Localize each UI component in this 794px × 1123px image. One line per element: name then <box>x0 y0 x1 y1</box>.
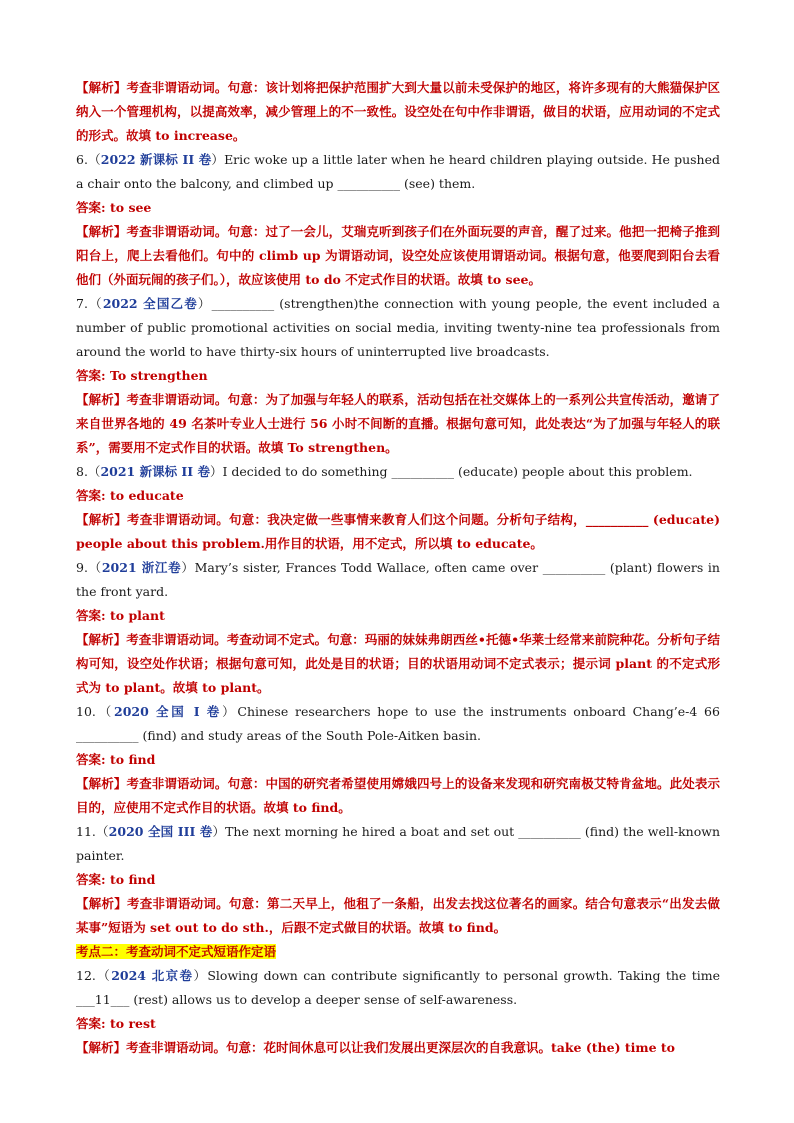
question-source-close: ） <box>193 968 208 983</box>
analysis-label: 【解析】 <box>76 224 127 239</box>
question-source-close: ） <box>222 704 238 719</box>
analysis-label: 【解析】 <box>76 512 127 527</box>
analysis-label: 【解析】 <box>76 80 127 95</box>
question-text: I decided to do something __________ (educate) people about this problem. <box>222 464 693 479</box>
answer-text: to see <box>105 200 152 215</box>
answer-6 <box>76 196 720 220</box>
answer-label: 答案: <box>76 608 106 623</box>
analysis-text: 考查非谓语动词。句意：第二天早上，他租了一条船，出发去找这位著名的画家。结合句意表示“出发去做某事”短语为 set out to do sth.，后跟不定式做目的状语。故填 to find。 <box>76 896 720 935</box>
analysis-6 <box>76 220 720 292</box>
answer-text: to plant <box>105 608 165 623</box>
question-text: Mary’s sister, Frances Todd Wallace, often came over __________ (plant) flowers in the front yard. <box>76 560 720 599</box>
question-source: 2021 新课标 II 卷 <box>100 464 210 479</box>
analysis-text: 考查非谓语动词。句意：花时间休息可以让我们发展出更深层次的自我意识。take (the) time to <box>126 1040 676 1055</box>
answer-7 <box>76 364 720 388</box>
question-source-close: ） <box>197 296 212 311</box>
question-number: 8.（ <box>76 464 101 479</box>
analysis-9 <box>76 628 720 700</box>
answer-label: 答案: <box>76 368 106 383</box>
answer-label: 答案: <box>76 488 106 503</box>
analysis-12 <box>76 1036 720 1060</box>
analysis-label: 【解析】 <box>76 896 127 911</box>
question-number: 9.（ <box>76 560 102 575</box>
question-source-close: ） <box>181 560 195 575</box>
question-number: 12.（ <box>76 968 112 983</box>
analysis-label: 【解析】 <box>76 1040 127 1055</box>
answer-label: 答案: <box>76 872 106 887</box>
analysis-text: 考查非谓语动词。句意：过了一会儿，艾瑞克听到孩子们在外面玩耍的声音，醒了过来。他把一把椅子推到阳台上，爬上去看他们。句中的 climb up 为谓语动词，设空处应该使用谓语动词。根据句意，他要爬到阳台去看他们（外面玩闹的孩子们。），故应该使用 to do 不定式作目的状语。故填 to see。 <box>76 224 720 287</box>
question-source: 2024 北京卷 <box>111 968 194 983</box>
question-text: Eric woke up a little later when he heard children playing outside. He pushed a chair onto the balcony, and climbed up __________ (see) them. <box>76 152 720 191</box>
question-source: 2021 浙江卷 <box>101 560 182 575</box>
question-number: 10.（ <box>76 704 114 719</box>
answer-text: to educate <box>105 488 184 503</box>
answer-text: to find <box>105 872 156 887</box>
answer-8 <box>76 484 720 508</box>
question-source: 2022 全国乙卷 <box>102 296 198 311</box>
question-number: 11.（ <box>76 824 109 839</box>
analysis-text: 考查非谓语动词。句意：中国的研究者希望使用嫦娥四号上的设备来发现和研究南极艾特肯盆地。此处表示目的，应使用不定式作目的状语。故填 to find。 <box>76 776 720 815</box>
analysis-text: 考查非谓语动词。句意：我决定做一些事情来教育人们这个问题。分析句子结构，__________ (educate) people about this problem.用作目的状语，用不定式，所以填 to educate。 <box>76 512 720 551</box>
answer-11 <box>76 868 720 892</box>
answer-10 <box>76 748 720 772</box>
top-analysis <box>76 76 720 148</box>
question-source: 2020 全国 I 卷 <box>114 704 223 719</box>
question-text: __________ (strengthen)the connection with young people, the event included a number of public promotional activities on social media, inviting twenty-nine tea professionals from around the world to have thirty-six hours of uninterrupted live broadcasts. <box>76 296 720 359</box>
answer-text: to find <box>105 752 156 767</box>
analysis-label: 【解析】 <box>76 632 127 647</box>
analysis-text: 考查非谓语动词。句意：该计划将把保护范围扩大到大量以前未受保护的地区，将许多现有的大熊猫保护区纳入一个管理机构，以提高效率，减少管理上的不一致性。设空处在句中作非谓语，做目的状语，应用动词的不定式的形式。故填 to increase。 <box>76 80 720 143</box>
question-11 <box>76 820 720 868</box>
answer-label: 答案: <box>76 752 106 767</box>
question-source-close: ） <box>211 152 225 167</box>
question-source: 2020 全国 III 卷 <box>108 824 213 839</box>
answer-9 <box>76 604 720 628</box>
analysis-7 <box>76 388 720 460</box>
question-10 <box>76 700 720 748</box>
question-number: 7.（ <box>76 296 103 311</box>
section-heading <box>76 940 720 964</box>
answer-text: To strengthen <box>105 368 208 383</box>
question-source-close: ） <box>209 464 223 479</box>
answer-text: to rest <box>105 1016 156 1031</box>
question-7 <box>76 292 720 364</box>
analysis-text: 考查非谓语动词。考查动词不定式。句意：玛丽的妹妹弗朗西丝•托德•华莱士经常来前院种花。分析句子结构可知，设空处作状语；根据句意可知，此处是目的状语；目的状语用动词不定式表示；提示词 plant 的不定式形式为 to plant。故填 to plant。 <box>76 632 720 695</box>
analysis-11 <box>76 892 720 940</box>
analysis-label: 【解析】 <box>76 776 127 791</box>
section-2-title: 考点二：考查动词不定式短语作定语 <box>76 944 277 959</box>
question-text: Chinese researchers hope to use the instruments onboard Chang’e-4 66 __________ (find) and study areas of the South Pole-Aitken basin. <box>76 704 720 743</box>
question-source: 2022 新课标 II 卷 <box>100 152 212 167</box>
document-page <box>76 76 720 1060</box>
question-source-close: ） <box>212 824 226 839</box>
answer-12 <box>76 1012 720 1036</box>
answer-label: 答案: <box>76 200 106 215</box>
analysis-8 <box>76 508 720 556</box>
question-9 <box>76 556 720 604</box>
question-text: Slowing down can contribute significantly to personal growth. Taking the time ___11___ (rest) allows us to develop a deeper sense of self-awareness. <box>76 968 720 1007</box>
answer-label: 答案: <box>76 1016 106 1031</box>
question-6 <box>76 148 720 196</box>
question-text: The next morning he hired a boat and set out __________ (find) the well-known painter. <box>76 824 720 863</box>
analysis-label: 【解析】 <box>76 392 127 407</box>
analysis-text: 考查非谓语动词。句意：为了加强与年轻人的联系，活动包括在社交媒体上的一系列公共宣传活动，邀请了来自世界各地的 49 名茶叶专业人士进行 56 小时不间断的直播。根据句意可知，此处表达“为了加强与年轻人的联系”，需要用不定式作目的状语。故填 To strengthen。 <box>76 392 720 455</box>
question-8 <box>76 460 720 484</box>
question-number: 6.（ <box>76 152 101 167</box>
question-12 <box>76 964 720 1012</box>
analysis-10 <box>76 772 720 820</box>
